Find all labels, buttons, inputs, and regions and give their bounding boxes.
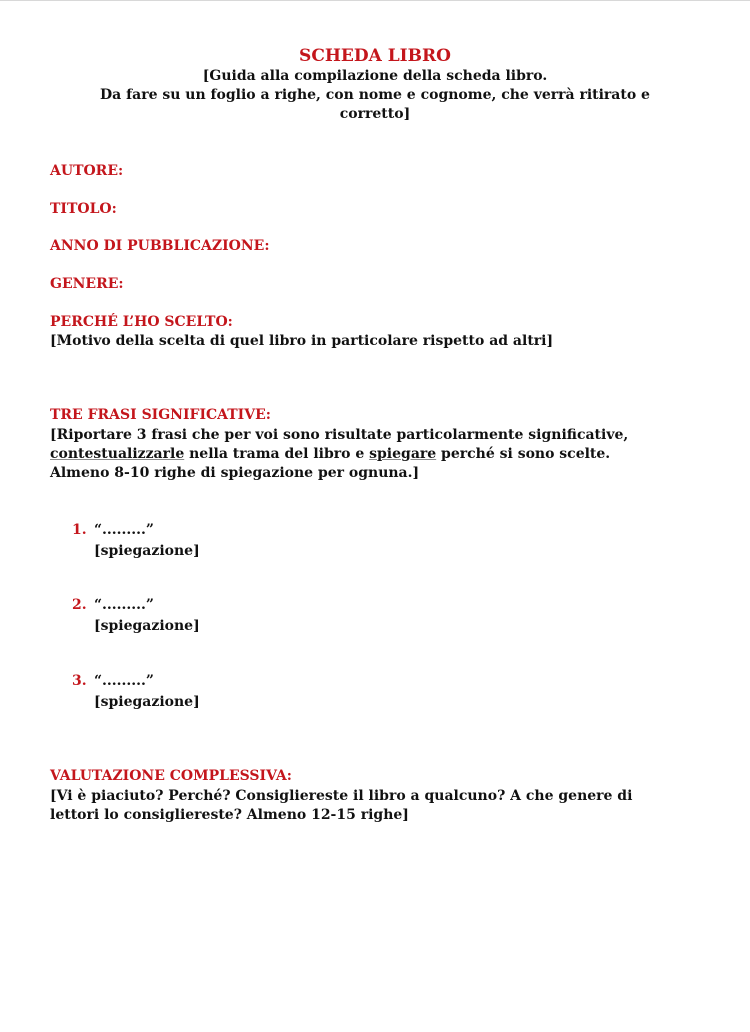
valutazione-text <box>50 787 685 825</box>
underlined-word: contestualizzarle <box>50 446 185 462</box>
page-title: SCHEDA LIBRO <box>299 46 451 66</box>
field-titolo: TITOLO: <box>50 201 117 217</box>
intro-line: corretto] <box>339 106 411 122</box>
valutazione-heading: VALUTAZIONE COMPLESSIVA: <box>50 768 292 784</box>
frasi-heading: TRE FRASI SIGNIFICATIVE: <box>50 407 271 423</box>
intro-instructions <box>70 67 680 124</box>
item-quote: “.........” <box>94 597 154 613</box>
valutazione-line: lettori lo consigliereste? Almeno 12-15 righe] <box>50 807 409 823</box>
item-quote: “.........” <box>94 522 154 538</box>
text-span: nella trama del libro e <box>184 446 370 462</box>
valutazione-line: [Vi è piaciuto? Perché? Consigliereste il libro a qualcuno? A che genere di <box>50 788 633 804</box>
frasi-instructions <box>50 426 685 483</box>
frasi-line: [Riportare 3 frasi che per voi sono risultate particolarmente significative, <box>50 427 629 443</box>
underlined-word: spiegare <box>369 446 437 462</box>
item-explanation: [spiegazione] <box>94 543 200 559</box>
field-anno: ANNO DI PUBBLICAZIONE: <box>50 238 270 254</box>
perche-heading: PERCHÉ L’HO SCELTO: <box>50 314 233 330</box>
frasi-line: Almeno 8-10 righe di spiegazione per ognuna.] <box>50 465 420 481</box>
list-item <box>72 595 200 637</box>
perche-text: [Motivo della scelta di quel libro in particolare rispetto ad altri] <box>50 333 554 349</box>
list-item <box>72 671 200 713</box>
intro-line: [Guida alla compilazione della scheda libro. <box>202 68 548 84</box>
intro-line: Da fare su un foglio a righe, con nome e cognome, che verrà ritirato e <box>100 87 650 103</box>
item-number: 3. <box>72 673 87 689</box>
item-number: 2. <box>72 597 87 613</box>
item-number: 1. <box>72 522 87 538</box>
item-quote: “.........” <box>94 673 154 689</box>
field-autore: AUTORE: <box>50 163 124 179</box>
field-genere: GENERE: <box>50 276 124 292</box>
frasi-line <box>50 445 685 464</box>
list-item <box>72 520 200 562</box>
text-span: perché si sono scelte. <box>436 446 611 462</box>
item-explanation: [spiegazione] <box>94 694 200 710</box>
item-explanation: [spiegazione] <box>94 618 200 634</box>
